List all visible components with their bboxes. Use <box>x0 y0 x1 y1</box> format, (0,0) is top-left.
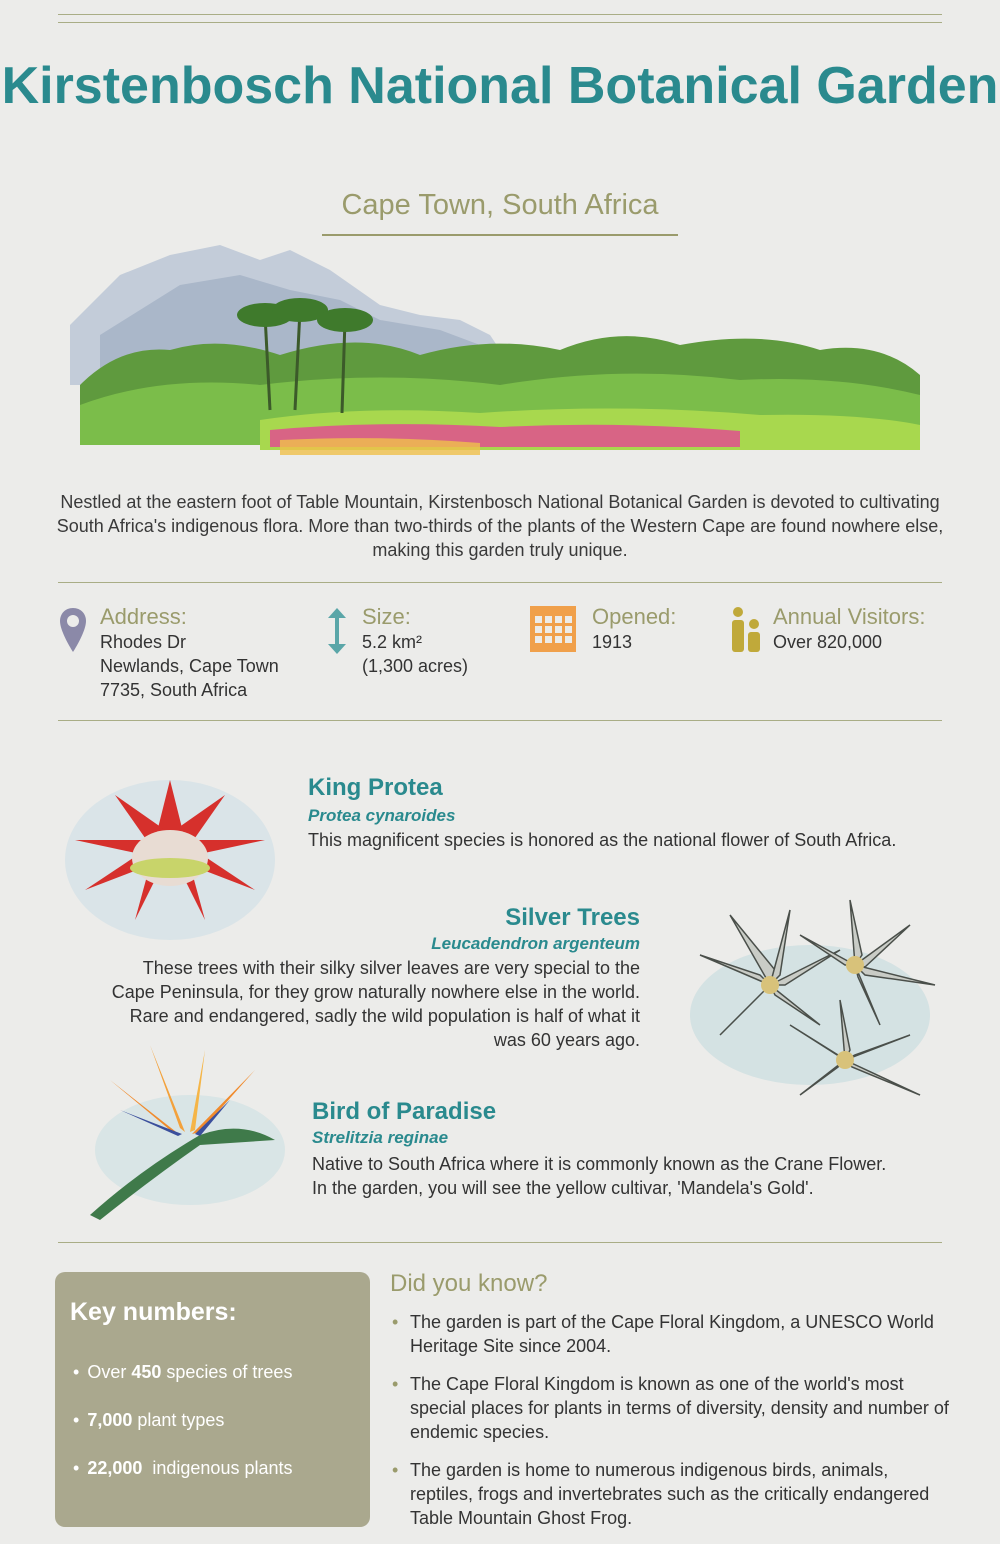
address-label: Address: <box>100 604 187 629</box>
plant-name-silver-trees: Silver Trees <box>505 904 640 931</box>
silver-trees-illustration <box>680 895 950 1105</box>
plant-name-king-protea: King Protea <box>308 774 443 801</box>
page-subtitle: Cape Town, South Africa <box>341 189 659 221</box>
intro-paragraph: Nestled at the eastern foot of Table Mountain, Kirstenbosch National Botanical Garden is devoted to cultivating South Africa's indigenous flora. More than two-thirds of the plants of the Western Cape are found nowhere else, making this garden truly unique. <box>56 492 944 560</box>
key-number-suffix: indigenous plants <box>142 1458 293 1478</box>
did-you-know-item: • The Cape Floral Kingdom is known as one of the world's most special places for plants in terms of diversity, density and number of endemic species. <box>392 1372 952 1444</box>
stat-size <box>362 604 468 678</box>
landscape-illustration <box>60 235 930 475</box>
page-title: Kirstenbosch National Botanical Garden <box>1 57 999 115</box>
size-line-2: (1,300 acres) <box>362 656 469 676</box>
opened-label: Opened: <box>592 604 677 629</box>
key-number-value: 450 <box>131 1362 162 1382</box>
location-pin-icon <box>58 606 88 654</box>
stat-visitors <box>773 604 925 654</box>
did-you-know-title: Did you know? <box>390 1270 548 1297</box>
plant-scientific-king-protea: Protea cynaroides <box>308 806 456 825</box>
silver-trees-line-4: was 60 years ago. <box>493 1030 640 1050</box>
key-number-suffix: plant types <box>132 1410 225 1430</box>
bird-of-paradise-illustration <box>80 1040 290 1225</box>
calendar-icon <box>530 606 576 652</box>
bird-of-paradise-line-1: Native to South Africa where it is commonly known as the Crane Flower. <box>312 1154 887 1174</box>
key-number-value: 22,000 <box>87 1458 143 1478</box>
key-number-item <box>73 1444 292 1492</box>
visitors-label: Annual Visitors: <box>773 604 926 629</box>
size-label: Size: <box>362 604 411 629</box>
did-you-know-list <box>392 1310 952 1544</box>
vertical-arrows-icon <box>326 606 348 656</box>
address-line-3: 7735, South Africa <box>100 680 248 700</box>
plant-desc-king-protea: This magnificent species is honored as the national flower of South Africa. <box>308 830 897 850</box>
silver-trees-line-1: These trees with their silky silver leaves are very special to the <box>142 958 640 978</box>
key-number-prefix: Over <box>87 1362 132 1382</box>
size-line-1: 5.2 km² <box>362 632 423 652</box>
silver-trees-line-3: Rare and endangered, sadly the wild population is half of what it <box>129 1006 640 1026</box>
plant-scientific-bird-of-paradise: Strelitzia reginae <box>312 1128 449 1147</box>
plant-scientific-silver-trees: Leucadendron argenteum <box>431 934 640 953</box>
bird-of-paradise-line-2: In the garden, you will see the yellow cultivar, 'Mandela's Gold'. <box>312 1178 814 1198</box>
address-line-2: Newlands, Cape Town <box>100 656 279 676</box>
king-protea-illustration <box>55 750 285 950</box>
divider <box>58 1242 942 1243</box>
key-numbers-list <box>73 1348 292 1492</box>
plant-desc-bird-of-paradise <box>312 1152 886 1200</box>
silver-trees-line-2: Cape Peninsula, for they grow naturally nowhere else in the world. <box>111 982 640 1002</box>
key-number-item <box>73 1396 292 1444</box>
opened-value: 1913 <box>592 632 633 652</box>
stat-opened <box>592 604 676 654</box>
key-number-value: 7,000 <box>87 1410 133 1430</box>
key-number-item <box>73 1348 292 1396</box>
people-icon <box>730 606 764 654</box>
divider <box>58 582 942 583</box>
plant-name-bird-of-paradise: Bird of Paradise <box>312 1098 497 1125</box>
did-you-know-item: • The garden is part of the Cape Floral Kingdom, a UNESCO World Heritage Site since 2004. <box>392 1310 952 1358</box>
key-numbers-title: Key numbers: <box>70 1298 237 1326</box>
did-you-know-item: • The garden is home to numerous indigenous birds, animals, reptiles, frogs and invertebrates such as the critically endangered Table Mountain Ghost Frog. <box>392 1458 952 1530</box>
divider <box>58 720 942 721</box>
stat-address <box>100 604 279 702</box>
key-number-suffix: species of trees <box>161 1362 293 1382</box>
plant-desc-silver-trees <box>112 956 640 1052</box>
visitors-value: Over 820,000 <box>773 632 883 652</box>
top-rule <box>58 14 942 15</box>
address-line-1: Rhodes Dr <box>100 632 187 652</box>
key-numbers-box <box>55 1272 370 1527</box>
top-rule-2 <box>58 22 942 23</box>
